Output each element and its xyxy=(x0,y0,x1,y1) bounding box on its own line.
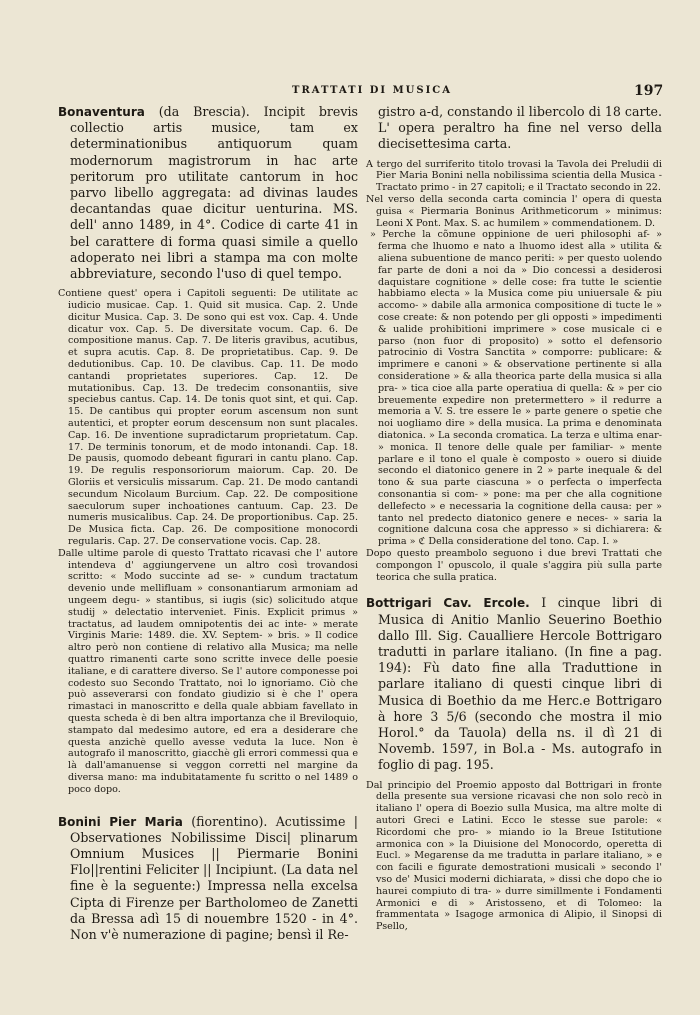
footnote-preambolo: Dopo questo preambolo seguono i due brevi Trattati che compongon l' opuscolo, il quale s'aggira più sulla parte teorica che sulla pratica. xyxy=(366,547,662,583)
entry-text: (da Brescia). Incipit brevis collectio artis musice, tam ex determinationibus antiquorum quam modernorum magistrorum in hac arte peritorum pro utilitate cantorum in hoc parvo libello aggregata: ad divinas laudes decantandas quae dicitur uenturina. MS. dell' anno 1489, in 4°. Codice di carte 41 in bel carattere di forma quasi simile a quello adoperato nei libri a stampa ma con molte abbreviature, secondo l'uso di quel tempo. xyxy=(70,104,358,282)
running-title: TRATTATI DI MUSICA xyxy=(292,85,452,96)
page-number: 197 xyxy=(634,83,664,99)
footnote-proemio: Dal principio del Proemio apposto dal Bottrigari in fronte della presente sua versione ricavasi che non solo recò in italiano l' opera di Boezio sulla Musica, ma altre molte di autori Greci e Latini. Ecco le stesse sue parole: « Ricordomi che pro- » miando io la Breue Istitutione armonica con » la Diuisione del Monocordo, operetta di Eucl. » Megarense da me tradutta in parlare italiano, » e con facili e figurate demostrationi musicali » secondo l' vso de' Musici moderni dichiarata, » dissi che dopo che io haurei compiuto di tra- » durre simillmente i Fondamenti Armonici e di » Aristosseno, et di Tolomeo: la frammentata » Isagoge armonica di Alipio, il Sinopsi di Psello, xyxy=(366,779,662,933)
entry-bonini-continued: gistro a-d, constando il libercolo di 18 carte. L' opera peraltro ha fine nel verso della diecisettesima carta. xyxy=(378,104,662,152)
entry-bonini xyxy=(58,814,358,944)
left-column xyxy=(58,104,358,943)
entry-name: Bonini Pier Maria xyxy=(58,814,183,829)
footnote-remarks: Dalle ultime parole di questo Trattato ricavasi che l' autore intendeva d' aggiungervene un altro così trovandosi scritto: « Modo succinte ad se- » cundum tractatum devenio unde mellifluam » consonantiarum armoniam ad ungeem degu- » stantibus, si iugis (sic) solicitudo atque studij » delectatio interveniet. Finis. Explicit primus » tractatus, ad laudem omnipotentis dei ac inte- » merate Virginis Marie: 1489. die. XV. Septem- » bris. » Il codice altro però non contiene di relativo alla Musica; ma nelle quattro rimanenti carte sono scritte invece delle poesie italiane, e di carattere diverso. Se l' autore componesse poi codesto suo Secondo Trattato, noi lo ignoriamo. Ciò che può asseverarsi con fondato giudizio si è che l' opera rimastaci in manoscritto e della quale abbiam favellato in questa scheda è di ben altra importanza che il Breviloquio, stampato dal medesimo autore, ed era a desiderare che questa anzichè quello avesse veduta la luce. Non è autografo il manoscritto, giacchè gli errori commessi qua e là dall'amanuense si veggon corretti nel margine da diversa mano: ma indubitatamente fu scritto o nel 1489 o poco dopo. xyxy=(58,547,358,795)
footnote-verso: Nel verso della seconda carta comincia l' opera di questa guisa « Piermaria Boninus Arithmeticorum » minimus: Leoni X Pont. Max. S. ac humilem » commendationem. D. xyxy=(366,194,662,229)
page-header xyxy=(0,83,700,101)
entry-bonaventura xyxy=(58,104,358,282)
footnote-chapters: Contiene quest' opera i Capitoli seguenti: De utilitate ac iudicio musicae. Cap. 1. Quid sit musica. Cap. 2. Unde dicitur Musica. Cap. 3. De sono qui est vox. Cap. 4. Unde dicatur vox. Cap. 5. De diversitate vocum. Cap. 6. De compositione manus. Cap. 7. De literis gravibus, acutibus, et supra acutis. Cap. 8. De proprietatibus. Cap. 9. De dedutionibus. Cap. 10. De clavibus. Cap. 11. De modo cantandi proprietates superiores. Cap. 12. De mutationibus. Cap. 13. De tredecim consonantiis, sive speciebus cantus. Cap. 14. De tonis quot sint, et qui. Cap. 15. De cantibus qui propter eorum ascensum non sunt autentici, et propter eorum descensum non sunt placales. Cap. 16. De inventione supradictarum proprietatum. Cap. 17. De terminis tonorum, et de modo intonandi. Cap. 18. De pausis, quomodo debeant figurari in cantu plano. Cap. 19. De regulis responsoriorum maiorum. Cap. 20. De Gloriis et versiculis missarum. Cap. 21. De modo cantandi secundum Nicolaum Burcium. Cap. 22. De compositione saeculorum super inchoationes cantuum. Cap. 23. De numeris musicalibus. Cap. 24. De proportionibus. Cap. 25. De Musica ficta. Cap. 26. De compositione monocordi regularis. Cap. 27. De conservatione vocis. Cap. 28. xyxy=(58,288,358,547)
footnote-quotation: » Perche la cõmune oppinione de ueri philosophi af- » ferma che lhuomo e nato a lhuomo idest alla » utilita & aliena subuentione de manco periti: » per questo uolendo far parte de doni a noi da » Dio concessi a desiderosi daquistare cognitione » delle cose: fra tutte le scientie habbiamo electa » la Musica come piu uniuersale & piu accomo- » dabile alla armonica compositione di tucte le » cose create: & non potendo per gli opposti » impedimenti & ualide prohibitioni imprimere » cose musicale ci e parso (non fuor di proposito) » sotto el defensorio patrocinio di Vostra Sanctita » comporre: publicare: & imprimere e canoni » & observatione pertinente si alla consideratione » & alla theorica parte della musica si alla pra- » tica cioe alla parte operatiua di quella: & » per cio breuemente expedire non pretermettero » il redurre a memoria a V. S. tre essere le » parte genere o spetie che noi uogliamo dire » della musica. La prima e denominata diatonica. » La seconda cromatica. La terza e ultima enar- » monica. Il tenore delle quale per familiar- » mente parlare e il tono el quale è composto » ouero si diuide secondo el diatonico genere in 2 » parte inequale & del tono & sua parte ciascuna » o perfecta o imperfecta consonantia si com- » pone: ma per che alla cognitione dellefecto » e necessaria la cognitione della causa: per » tanto nel predecto diatonico genere e neces- » saria la cognitione dalcuna cosa che appresso » si dichiarera: & prima » ℭ Della consideratione del tono. Cap. I. » xyxy=(370,229,662,548)
entry-bottrigari xyxy=(366,595,662,773)
entry-text: (fiorentino). Acutissime | Observationes Nobilissime Disci| plinarum Omnium Musices || Piermarie Bonini Flo||rentini Feliciter || Incipiunt. (La data nel fine è la seguente:) Impressa nella excelsa Cipta di Firenze per Bartholomeo de Zanetti da Bressa adì 15 di nouembre 1520 - in 4°. Non v'è numerazione di pagine; bensì il Re- xyxy=(70,813,358,942)
entry-name: Bonaventura xyxy=(58,105,145,119)
right-column xyxy=(366,104,662,933)
footnote-tavola: A tergo del surriferito titolo trovasi la Tavola dei Preludii di Pier Maria Bonini nella nobilissima scientia della Musica - Tractato primo - in 27 capitoli; e il Tractato secondo in 22. xyxy=(366,158,662,194)
entry-name: Bottrigari Cav. Ercole. xyxy=(366,596,530,611)
entry-text: I cinque libri di Musica di Anitio Manlio Seuerino Boethio dallo Ill. Sig. Caualliere Hercole Bottrigaro tradutti in parlare italiano. (In fine a pag. 194): Fù dato fine alla Traduttione in parlare italiano di questi cinque libri di Musica di Boethio da me Herc.e Bottrigaro à hore 3 5/6 (secondo che mostra il mio Horol.° da Tauola) della ns. il dì 21 di Novemb. 1597, in Bol.a - Ms. autografo in foglio di pag. 195. xyxy=(378,595,663,773)
